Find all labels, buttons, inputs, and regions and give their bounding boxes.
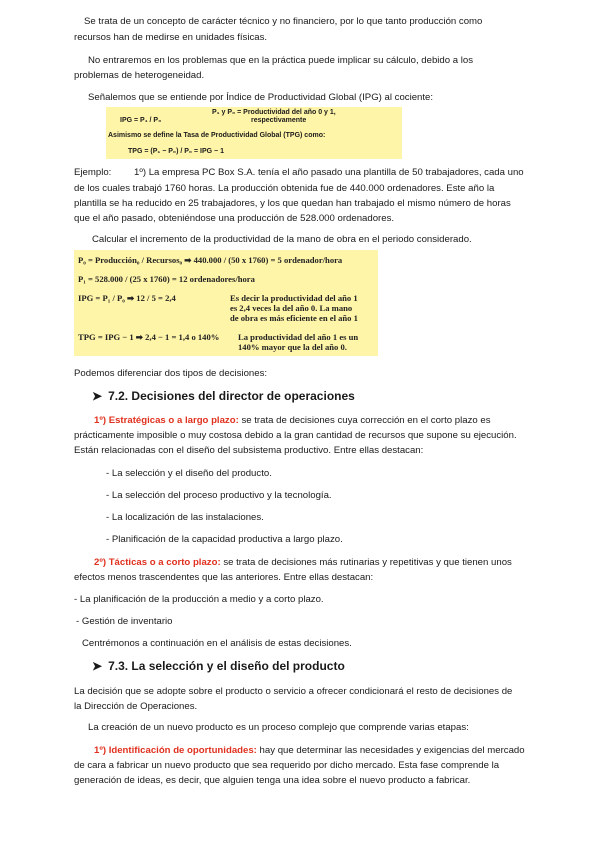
opportunities-line1 — [94, 743, 525, 759]
decision-types-intro: Podemos diferenciar dos tipos de decisiones: — [74, 368, 268, 379]
solution-tpg-note-2: 140% mayor que la del año 0. — [238, 342, 347, 352]
paragraph-heterogeneity-line1: No entraremos en los problemas que en la práctica puede implicar su cálculo, debido a los — [88, 55, 474, 66]
list-item: - La planificación de la producción a medio y a corto plazo. — [74, 594, 324, 605]
paragraph-ipg-intro: Señalemos que se entiende por Índice de Productividad Global (IPG) al cociente: — [88, 92, 434, 103]
opportunities-line3: generación de ideas, es decir, que alguien tenga una idea sobre el nuevo producto a fabricar. — [74, 775, 471, 786]
formula-tpg-intro: Asimismo se define la Tasa de Productividad Global (TPG) como: — [108, 132, 326, 139]
section-title: 7.3. La selección y el diseño del producto — [108, 659, 345, 673]
example-line3: plantilla se ha reducido en 25 trabajadores, y los que quedan han trabajado el mismo número de horas — [74, 198, 511, 209]
solution-p1: P₁ = 528.000 / (25 x 1760) = 12 ordenadores/hora — [78, 274, 255, 284]
tactical-label: 2º) Tácticas o a corto plazo: — [94, 557, 221, 568]
list-item: - Gestión de inventario — [76, 616, 173, 627]
list-item: - La selección y el diseño del producto. — [106, 468, 272, 479]
section-heading-7-3 — [92, 659, 345, 673]
tactical-line2: efectos menos trascendentes que las anteriores. Entre ellas destacan: — [74, 572, 374, 583]
formula-tpg: TPG = (P₁ − P₀) / P₀ = IPG − 1 — [128, 148, 224, 155]
strategic-label: 1º) Estratégicas o a largo plazo: — [94, 415, 239, 426]
list-item: - La selección del proceso productivo y la tecnología. — [106, 490, 332, 501]
solution-tpg-note-1: La productividad del año 1 es un — [238, 332, 359, 342]
paragraph-concept-line1: Se trata de un concepto de carácter técnico y no financiero, por lo que tanto producción como — [84, 16, 483, 27]
formula-respectively: respectivamente — [251, 117, 307, 124]
solution-ipg-note-1: Es decir la productividad del año 1 — [230, 293, 358, 303]
tactical-line1 — [94, 555, 512, 571]
section-title: 7.2. Decisiones del director de operaciones — [108, 389, 355, 403]
solution-tpg: TPG = IPG − 1 ➡ 2,4 − 1 = 1,4 o 140% — [78, 332, 220, 342]
focus-paragraph: Centrémonos a continuación en el análisis de estas decisiones. — [82, 638, 352, 649]
example-line4: que el año pasado, obteniéndose una producción de 528.000 ordenadores. — [74, 213, 395, 224]
strategic-text: se trata de decisiones cuya corrección en el corto plazo es — [238, 415, 491, 426]
solution-box — [74, 250, 378, 356]
opportunities-text: hay que determinar las necesidades y exigencias del mercado — [256, 745, 525, 756]
creation-paragraph: La creación de un nuevo producto es un proceso complejo que comprende varias etapas: — [88, 722, 469, 733]
solution-ipg-note-2: es 2,4 veces la del año 0. La mano — [230, 303, 353, 313]
list-item: - La localización de las instalaciones. — [106, 512, 264, 523]
list-item: - Planificación de la capacidad productiva a largo plazo. — [106, 534, 343, 545]
section-heading-7-2 — [92, 389, 355, 403]
decision-line2: la Dirección de Operaciones. — [74, 701, 198, 712]
example-line2: de los cuales trabajó 1760 horas. La producción obtenida fue de 440.000 ordenadores. Este año la — [74, 183, 495, 194]
paragraph-heterogeneity-line2: problemas de heterogeneidad. — [74, 70, 205, 81]
formula-box-ipg — [106, 107, 402, 159]
solution-p0: P₀ = Producción₀ / Recursos₀ ➡ 440.000 / (50 x 1760) = 5 ordenador/hora — [78, 255, 343, 265]
solution-ipg: IPG = P₁ / P₀ ➡ 12 / 5 = 2,4 — [78, 293, 176, 303]
solution-ipg-note-3: de obra es más eficiente en el año 1 — [230, 313, 358, 323]
paragraph-concept-line2: recursos han de medirse en unidades físicas. — [74, 32, 268, 43]
strategic-line1 — [94, 413, 491, 429]
opportunities-label: 1º) Identificación de oportunidades: — [94, 745, 257, 756]
strategic-line3: Están relacionadas con el diseño del subsistema productivo. Entre ellas destacan: — [74, 445, 424, 456]
formula-ipg: IPG = P₁ / P₀ — [120, 117, 162, 124]
opportunities-line2: de cara a fabricar un nuevo producto que sea requerido por dicho mercado. Esta fase comprende la — [74, 760, 500, 771]
example-label: Ejemplo: — [74, 167, 112, 178]
example-calculate: Calcular el incremento de la productividad de la mano de obra en el periodo considerado. — [92, 234, 472, 245]
arrow-bullet-icon: ➤ — [92, 389, 103, 403]
example-line1: 1º) La empresa PC Box S.A. tenía el año pasado una plantilla de 50 trabajadores, cada uno — [134, 167, 524, 178]
decision-line1: La decisión que se adopte sobre el producto o servicio a ofrecer condicionará el resto de decisiones de — [74, 686, 513, 697]
strategic-line2: prácticamente imposible o muy costosa debido a la gran cantidad de recursos que supone su ejecución. — [74, 430, 517, 441]
formula-productivity-definition: P₁ y P₀ = Productividad del año 0 y 1, — [212, 109, 336, 116]
tactical-text: se trata de decisiones más rutinarias y repetitivas y que tienen unos — [220, 557, 512, 568]
arrow-bullet-icon: ➤ — [92, 659, 103, 673]
